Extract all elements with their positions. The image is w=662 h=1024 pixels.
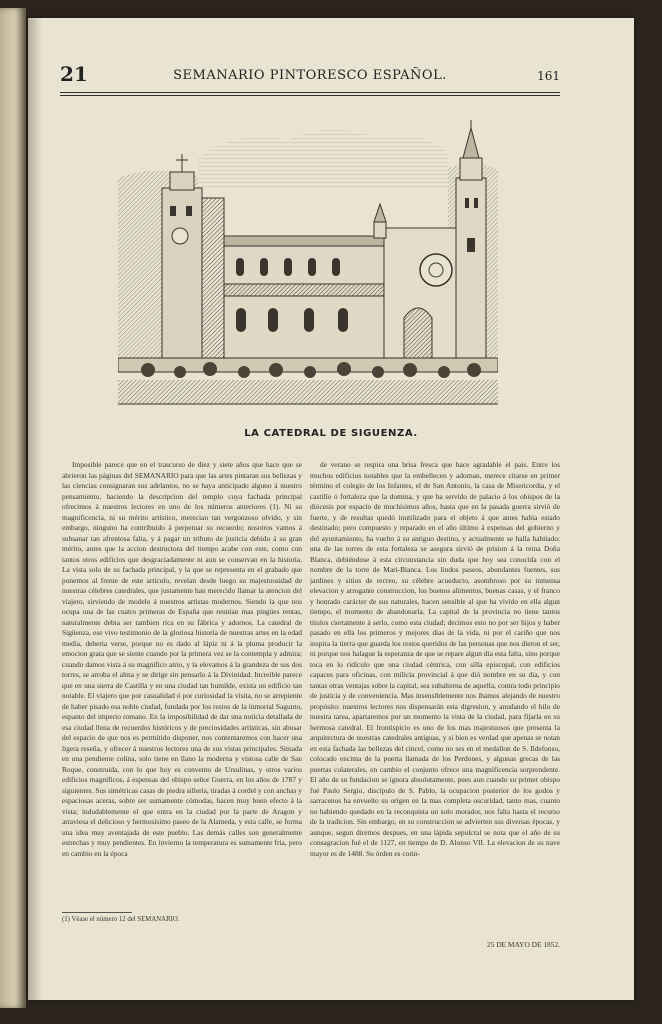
- header-rule-thin: [60, 95, 560, 96]
- page-number: 161: [537, 69, 560, 83]
- facing-page-edge: [0, 8, 26, 1008]
- publication-title: SEMANARIO PINTORESCO ESPAÑOL.: [173, 68, 447, 83]
- dateline: 25 DE MAYO DE 1852.: [486, 940, 560, 949]
- page-gutter-shadow: [28, 18, 42, 1000]
- article-text-right: de verano se respira una brisa fresca que hace agradable el país. Entre los muchos edificios notables que la embellecen y adornan, merece citarse en primer término el colegio de los Infantes, el de San Antonio, la casa de Misericordia, y el castillo ó fortaleza que la domina, y que ha servido de palacio á los obispos de la diócesis por espacio de muchísimos años, hasta que en la pasada guerra sirvió de fuerte, y de resultas quedó inutilizado para el objeto á que antes habia estado destinado; pero compuesto y reparado en el año último á espensas del gobierno y del ayuntamiento, ha vuelto á su antiguo destino, y actualmente se halla habitado: una de las torres de esta fortaleza se asegura sirvió de prision á la reina Doña Blanca, debiéndose á esta circunstancia sin duda que hoy sea conocida con el nombre de la torre de Mari-Blanca. Los lindos paseos, abundantes fuentes, sus jardines y sitios de recreo, su célebre acueducto, asombroso por su inmensa elevacion y arrogante construccion, los buenos alimentos, buenas casas, y el franco y honrado carácter de sus naturales, hacen sensible al que ha vivido en ella algun tiempo, el momento de abandonarla. La capital de la provincia no tiene tantos títulos ciertamente á serlo, como esta ciudad; decimos esto no por ser hijos y haber pasado en ella los primeros y mejores dias de la vida, ni por el cariño que nos inspira la tierra que guarda los restos queridos de las personas que nos dieron el ser, ni porque nos halague la esperanza de que se repare algun dia esta falta, sino porque toca en lo ridículo que una ciudad céntrica, con silla episcopal, con edificios capaces para oficinas, con milicia provincial á que dió nombre en su dia, y con tantas otras ventajas sobre la capital, sea subalterna de aquella, contra todo principio de justicia y de conveniencia. Mas insensiblemente nos íbamos alejando de nuestro propósito: nuestros lectores nos dispensarán esta digresion, y anudando el hilo de nuestra tarea, apartaremos por un momento la vista de la ciudad, para fijarla en su hermosa catedral. El frontispicio es uno de los mas majestuosos que presenta la arquitectura de nuestras catedrales antiguas, y si bien es verdad que apenas se notan en esta fachada las bellezas del cincel, como no ses en el medallon de S. Ildefonso, colocado encima de la puerta llamada de los Perdones, y algunas grecas de las puertas colaterales, en cambio el conjunto ofrece una magnificencia sorprendente. El año de su fundacion se ignora absolutamente, pues aun cuando su primer obispo fué Paulo Sergio, discípulo de S. Pablo, la ocupacion posterior de los godos y sarracenos ha envuelto su origen en la mas completa oscuridad, tanto mas, cuanto no habiendo quedado en la reconquista un solo morador, nos falta hasta el recurso de la tradicion. Sin embargo, en su construccion se advierten sus diversas épocas, y aunque, segun diremos despues, en una lápida sepulcral se nota que el año de su consagracion fué el de 1127, en tiempo de D. Alonso VII. La elevacion de su nave mayor es de 1488. Su órden es corin-: [310, 460, 560, 858]
- cathedral-engraving: [118, 118, 498, 418]
- issue-number: 21: [60, 62, 88, 86]
- page-header: [60, 62, 560, 88]
- footnote: (1) Véase el número 12 del SEMANARIO.: [62, 916, 180, 923]
- article-column-left: [62, 460, 302, 906]
- article-text-left: Imposible parece que en el trascurso de diez y siete años que hace que se abrieron las páginas del SEMANARIO para que las artes pintaran sus bellezas y las ciencias consignaran sus adelantos, no se haya anticipado alguno á nuestro pensamiento, haciendo la descripcion del templo cuya fachada principal ofrecimos á nuestros lectores en uno de los números anteriores (1). Ni su magnificencia, ni su mérito artístico, merecian tan vergonzoso olvido, y sin embargo, ninguno ha contribuido á perpetuar su recuerdo; nosotros vamos á subsanar tan afrentosa falta, y á pagar un tributo de justicia debido á su gran mérito, antes que la accion destructora del tiempo acabe con este, como con tantos otros edificios que desgraciadamente ni aun se conservan en la historia. La vista solo de su fachada principal, y la que se representa en el grabado que ponemos al frente de este artículo, revelan desde luego su majestuosidad de nuestras célebres catedrales, que justamente han merecido llamar la atencion del viajero, sirviendo de modelo á nuestros artistas modernos. Siendo la que nos ocupa una de las cuatro primeras de España que reunian mas pingües rentas, naturalmente debia ser tambien rica en su fábrica y adornos. La catedral de Sigüenza, ese vivo testimonio de la gloriosa historia de nuestras artes en la edad media, deberia verse, porque no es dado al lápiz ni á la pluma producir la emocion grata que se siente cuando por la primera vez se la contempla y admira; cuando damos vista á su magnífico atrio, y la elevamos á la grandeza de sus dos torres, se arroba el alma y se dirige sin pensarlo á la Divinidad. Increible parece que en una sierra de Castilla y en una ciudad tan humilde, exista un edificio tan notable. El viajero que por casualidad ó por curiosidad la visita, no se arrepiente de haber pisado esa noble ciudad, fundada por los restos de la inmortal Sagunto, espanto del imperio romano. En la imposibilidad de dar una noticia detallada de esa ciudad llena de recuerdos históricos y de preciosidades artísticas, sin abusar del espacio de que nos es permitido disponer, nos contentaremos con hacer una ligera reseña, y ofrecer á nuestros lectores una de sus vistas principales. Situada en una pendiente colina, solo tiene en llano la moderna y vistosa calle de San Roque, construida, con lo que hoy es convento de Ursulinas, y otros varios edificios magníficos, á espensas del obispo señor Guerra, en los años de 1787 y siguientes. Sus simétricas casas de piedra sillería, tiradas á cordel y con anchas y espaciosas aceras, sobre ser sumamente cómodas, hacen muy buen efecto á la vista; indudablemente el que entra en la ciudad por la parte de Aragon y atraviesa el delicioso y hermosísimo paseo de la Alameda, y esta calle, se forma una idea muy aventajada de este pueblo. Las demás calles son generalmente estrechas y muy pendientes. En invierno la temperatura es sumamente fria, pero en cambio en la época: [62, 460, 302, 858]
- footnote-rule: [62, 912, 132, 913]
- header-rule: [60, 92, 560, 93]
- illustration-caption: LA CATEDRAL DE SIGUENZA.: [244, 428, 418, 439]
- article-column-right: [310, 460, 560, 940]
